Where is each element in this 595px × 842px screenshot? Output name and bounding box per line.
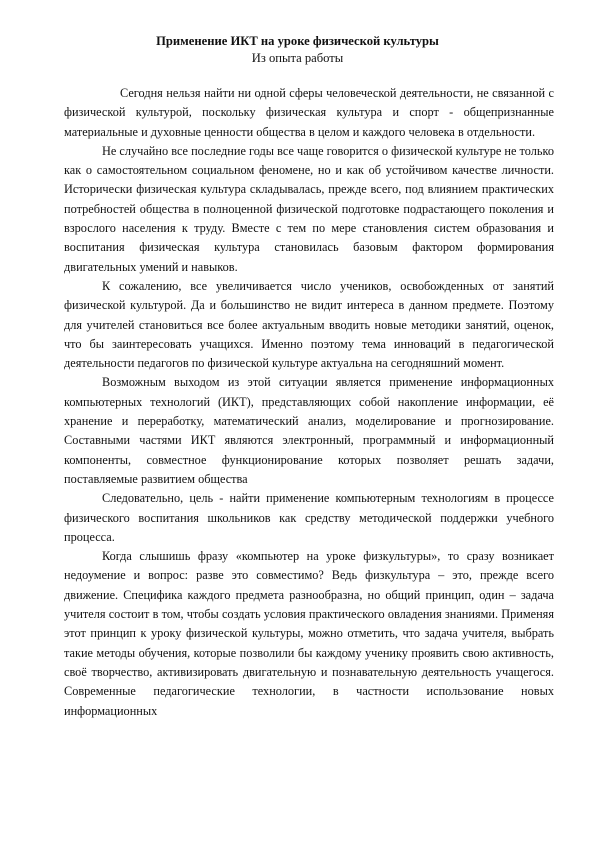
title-block xyxy=(0,33,595,67)
paragraph-2: Не случайно все последние годы все чаще говорится о физической культуре не только как о самостоятельном социальном феномене, но и как об устойчивом качестве личности. Исторически физическая культура складывалась, прежде всего, под влиянием практических потребностей общества в полноценной физической подготовке подрастающего поколения и взрослого населения к труду. Вместе с тем по мере становления систем образования и воспитания физическая культура становилась базовым фактором формирования двигательных умений и навыков. xyxy=(64,143,554,274)
document-body xyxy=(64,84,554,721)
paragraph-1: Сегодня нельзя найти ни одной сферы человеческой деятельности, не связанной с физической культурой, поскольку физическая культура и спорт - общепризнанные материальные и духовные ценности общества в целом и каждого человека в отдельности. xyxy=(64,86,554,139)
paragraph-4: Возможным выходом из этой ситуации является применение информационных компьютерных технологий (ИКТ), представляющих собой накопление информации, её хранение и переработку, математический анализ, моделирование и прогнозирование. Составными частями ИКТ являются электронный, программный и информационный компоненты, совместное функционирование которых позволяет решать задачи, поставляемые развитием общества xyxy=(64,375,554,486)
document-subtitle: Из опыта работы xyxy=(251,51,344,65)
document-title: Применение ИКТ на уроке физической культуры xyxy=(156,34,439,48)
paragraph-5: Следовательно, цель - найти применение компьютерным технологиям в процессе физического воспитания школьников как средству методической поддержки учебного процесса. xyxy=(64,491,554,544)
paragraph-6: Когда слышишь фразу «компьютер на уроке физкультуры», то сразу возникает недоумение и вопрос: разве это совместимо? Ведь физкультура – это, прежде всего движение. Специфика каждого предмета разнообразна, но общий принцип, один – задача учителя состоит в том, чтобы создать условия практического овладения знаниями. Применяя этот принцип к уроку физической культуры, можно отметить, что задача учителя, выбрать такие методы обучения, которые позволили бы каждому ученику проявить свою активность, своё творчество, активизировать двигательную и познавательную деятельность учащегося. Современные педагогические технологии, в частности использование новых информационных xyxy=(64,549,554,718)
paragraph-3: К сожалению, все увеличивается число учеников, освобожденных от занятий физической культурой. Да и большинство не видит интереса в данном предмете. Поэтому для учителей становиться все более актуальным вводить новые методики занятий, оценок, что бы заинтересовать учащихся. Именно поэтому тема инноваций в педагогической деятельности педагогов по физической культуре актуальна на сегодняшний момент. xyxy=(64,278,554,371)
